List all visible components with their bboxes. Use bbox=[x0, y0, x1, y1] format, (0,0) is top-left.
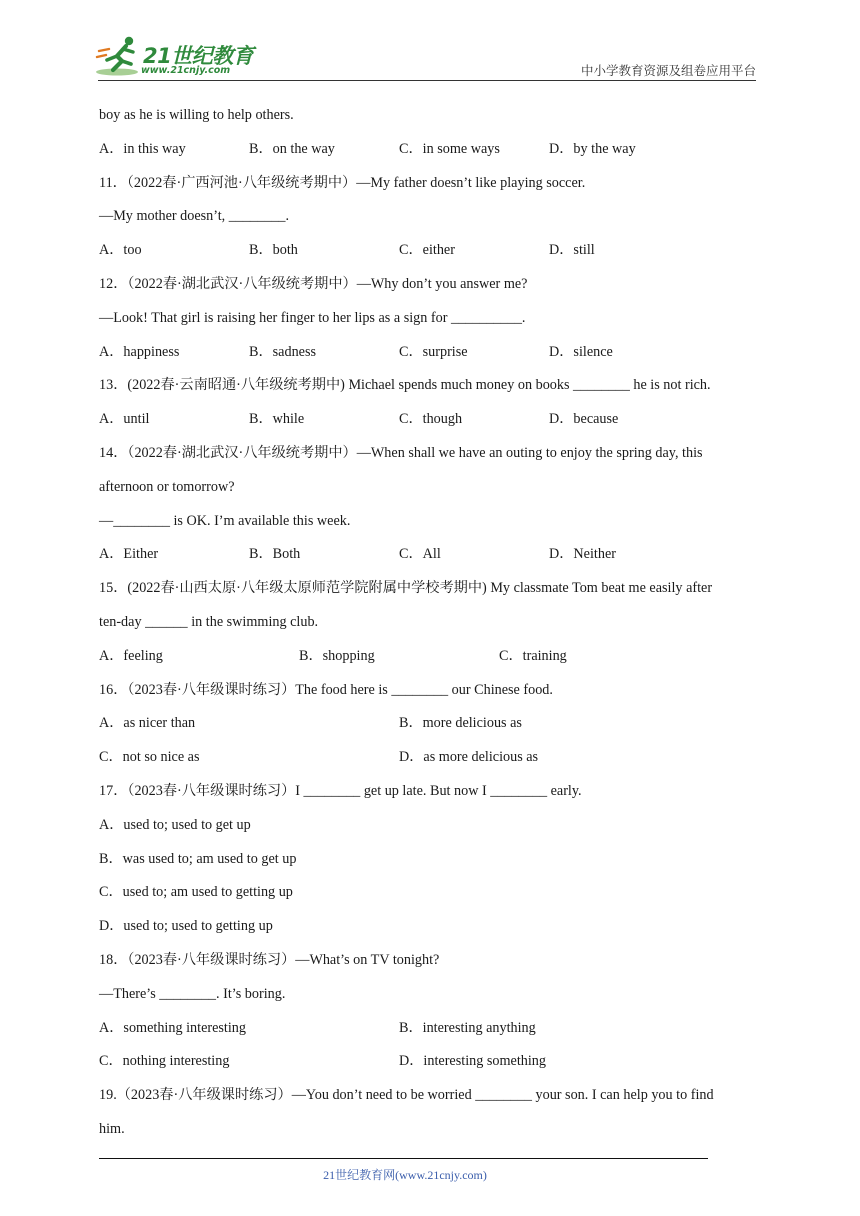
text-line: 18．（2023春·八年级课时练习）—What’s on TV tonight? bbox=[99, 951, 440, 968]
answer-option: B．shopping bbox=[299, 647, 375, 664]
options-row bbox=[99, 1047, 765, 1081]
text-line: 14．（2022春·湖北武汉·八年级统考期中）—When shall we have an outing to enjoy the spring day, this bbox=[99, 444, 703, 461]
header-divider bbox=[98, 80, 756, 81]
answer-option: A．in this way bbox=[99, 140, 186, 157]
answer-option: A．Either bbox=[99, 546, 159, 563]
text-line: C．used to; am used to getting up bbox=[99, 884, 293, 901]
text-line: 12．（2022春·湖北武汉·八年级统考期中）—Why don’t you answer me? bbox=[99, 275, 528, 292]
answer-option: D．by the way bbox=[549, 140, 636, 157]
page-header bbox=[0, 0, 860, 82]
runner-logo-icon bbox=[95, 34, 143, 78]
answer-option: B．both bbox=[249, 242, 298, 259]
text-line: 17．（2023春·八年级课时练习）I ________ get up late. But now I ________ early. bbox=[99, 782, 582, 799]
logo-wordmark: 21世纪教育 bbox=[143, 44, 254, 68]
options-row bbox=[99, 540, 765, 574]
answer-option: A．happiness bbox=[99, 343, 180, 360]
answer-option: C．surprise bbox=[399, 343, 468, 360]
text-line: B．was used to; am used to get up bbox=[99, 850, 297, 867]
options-row bbox=[99, 709, 765, 743]
answer-option: B．more delicious as bbox=[399, 715, 522, 732]
answer-option: A．too bbox=[99, 242, 142, 259]
text-line: —There’s ________. It’s boring. bbox=[99, 985, 286, 1002]
answer-option: D．interesting something bbox=[399, 1053, 546, 1070]
answer-option: A．until bbox=[99, 411, 150, 428]
text-line: 15．(2022春·山西太原·八年级太原师范学院附属中学校考期中) My classmate Tom beat me easily after bbox=[99, 580, 713, 597]
header-platform-title: 中小学教育资源及组卷应用平台 bbox=[580, 63, 756, 78]
answer-option: D．Neither bbox=[549, 546, 616, 563]
answer-option: D．still bbox=[549, 242, 595, 259]
text-line: —My mother doesn’t, ________. bbox=[99, 208, 290, 225]
text-line: 19.（2023春·八年级课时练习）—You don’t need to be worried ________ your son. I can help you to find bbox=[99, 1087, 714, 1104]
answer-option: C．in some ways bbox=[399, 140, 500, 157]
answer-option: B．on the way bbox=[249, 140, 335, 157]
answer-option: A．something interesting bbox=[99, 1019, 246, 1036]
text-line: 13．(2022春·云南昭通·八年级统考期中) Michael spends much money on books ________ he is not rich. bbox=[99, 377, 711, 394]
text-line: boy as he is willing to help others. bbox=[99, 107, 294, 123]
answer-option: B．Both bbox=[249, 546, 301, 563]
text-line: A．used to; used to get up bbox=[99, 816, 251, 833]
text-line: afternoon or tomorrow? bbox=[99, 478, 235, 495]
text-line: —________ is OK. I’m available this week. bbox=[99, 512, 351, 529]
answer-option: C．not so nice as bbox=[99, 749, 200, 766]
site-logo[interactable] bbox=[95, 34, 265, 78]
options-row bbox=[99, 642, 765, 676]
footer-link[interactable]: 21世纪教育网(www.21cnjy.com) bbox=[323, 1168, 487, 1182]
text-line: 11．（2022春·广西河池·八年级统考期中）—My father doesn’t like playing soccer. bbox=[99, 174, 586, 191]
text-line: ten-day ______ in the swimming club. bbox=[99, 613, 319, 630]
answer-option: B．interesting anything bbox=[399, 1019, 536, 1036]
options-row bbox=[99, 236, 765, 270]
answer-option: C．All bbox=[399, 546, 441, 563]
answer-option: D．as more delicious as bbox=[399, 749, 539, 766]
text-line: 16．（2023春·八年级课时练习）The food here is ________ our Chinese food. bbox=[99, 681, 553, 698]
options-row bbox=[99, 743, 765, 777]
answer-option: C．either bbox=[399, 242, 455, 259]
answer-option: A．feeling bbox=[99, 647, 163, 664]
footer-divider bbox=[99, 1158, 708, 1159]
options-row bbox=[99, 405, 765, 439]
options-row bbox=[99, 1014, 765, 1048]
answer-option: D．silence bbox=[549, 343, 613, 360]
answer-option: C．though bbox=[399, 411, 463, 428]
options-row bbox=[99, 338, 765, 372]
answer-option: B．while bbox=[249, 411, 305, 428]
text-line: D．used to; used to getting up bbox=[99, 918, 273, 935]
answer-option: C．training bbox=[499, 647, 567, 664]
answer-option: D．because bbox=[549, 411, 619, 428]
answer-option: B．sadness bbox=[249, 343, 316, 360]
answer-option: A．as nicer than bbox=[99, 715, 196, 732]
text-line: —Look! That girl is raising her finger to her lips as a sign for __________. bbox=[99, 309, 526, 326]
text-line: him. bbox=[99, 1120, 125, 1137]
question-content bbox=[99, 101, 765, 1149]
logo-url: www.21cnjy.com bbox=[141, 65, 231, 76]
options-row bbox=[99, 135, 765, 169]
answer-option: C．nothing interesting bbox=[99, 1053, 230, 1070]
